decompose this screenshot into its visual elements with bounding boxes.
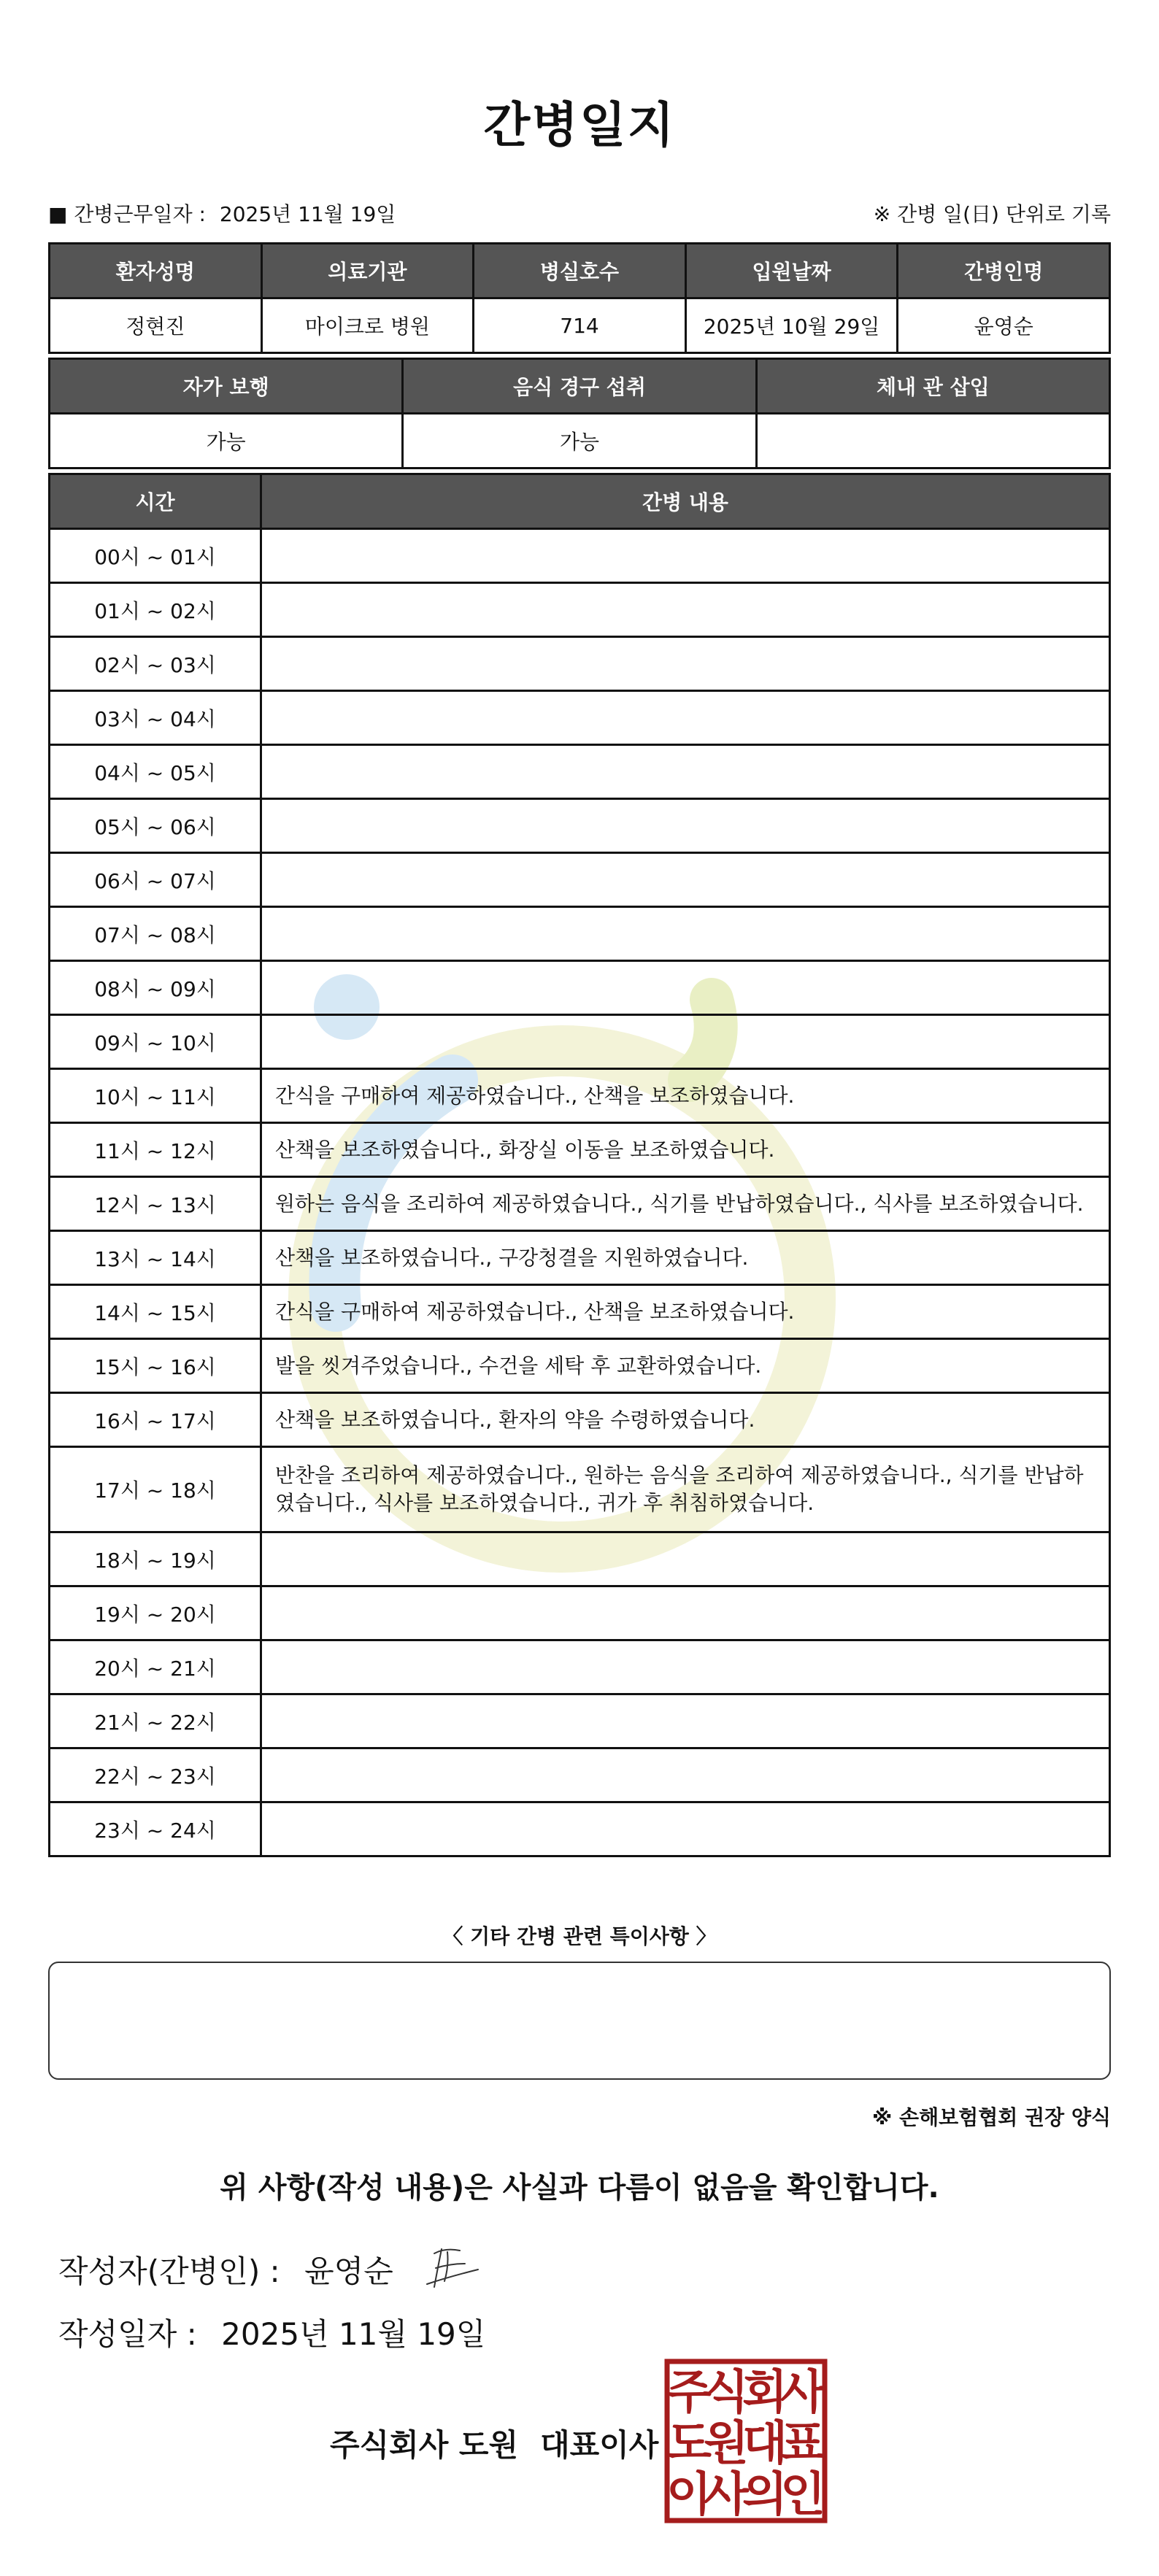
table-row	[50, 1015, 1110, 1069]
table-row	[50, 691, 1110, 745]
table-row	[50, 1532, 1110, 1586]
care-content	[261, 961, 1110, 1015]
svg-text:원: 원	[704, 2417, 749, 2471]
table-row	[50, 1123, 1110, 1177]
table-row	[50, 583, 1110, 637]
header-oral-intake: 음식 경구 섭취	[403, 359, 756, 414]
care-content	[261, 583, 1110, 637]
care-log-table	[48, 473, 1111, 1857]
care-content: 산책을 보조하였습니다., 구강청결을 지원하였습니다.	[261, 1231, 1110, 1285]
writer-label: 작성자(간병인) :	[58, 2253, 280, 2289]
company-line	[330, 2421, 658, 2465]
table-row	[50, 1069, 1110, 1123]
care-content	[261, 637, 1110, 691]
header-tube-insertion: 체내 관 삽입	[756, 359, 1109, 414]
table-row	[50, 1694, 1110, 1748]
table-row	[50, 1177, 1110, 1231]
time-slot: 17시 ~ 18시	[50, 1447, 261, 1532]
header-self-walking: 자가 보행	[50, 359, 403, 414]
table-row	[50, 799, 1110, 853]
room-number: 714	[474, 298, 686, 353]
time-slot: 12시 ~ 13시	[50, 1177, 261, 1231]
table-row	[50, 745, 1110, 799]
care-content	[261, 907, 1110, 961]
work-date-line	[48, 198, 396, 228]
table-row	[50, 1393, 1110, 1447]
table-row	[50, 961, 1110, 1015]
time-slot: 05시 ~ 06시	[50, 799, 261, 853]
table-row	[50, 1586, 1110, 1640]
time-slot: 11시 ~ 12시	[50, 1123, 261, 1177]
care-content	[261, 1532, 1110, 1586]
time-slot: 06시 ~ 07시	[50, 853, 261, 907]
time-slot: 08시 ~ 09시	[50, 961, 261, 1015]
care-content	[261, 1015, 1110, 1069]
care-content: 반찬을 조리하여 제공하였습니다., 원하는 음식을 조리하여 제공하였습니다., 식기를 반납하였습니다., 식사를 보조하였습니다., 귀가 후 취침하였습니다.	[261, 1447, 1110, 1532]
care-log-body	[50, 529, 1110, 1856]
care-content	[261, 745, 1110, 799]
care-content	[261, 529, 1110, 583]
care-content: 원하는 음식을 조리하여 제공하였습니다., 식기를 반납하였습니다., 식사를 보조하였습니다.	[261, 1177, 1110, 1231]
writer-name: 윤영순	[304, 2253, 393, 2289]
svg-text:회: 회	[742, 2366, 788, 2420]
table-row	[50, 1339, 1110, 1393]
confirmation-statement: 위 사항(작성 내용)은 사실과 다름이 없음을 확인합니다.	[220, 2171, 939, 2205]
remarks-box	[48, 1962, 1111, 2080]
hospital: 마이크로 병원	[261, 298, 474, 353]
write-date-label: 작성일자 :	[58, 2316, 197, 2352]
time-slot: 22시 ~ 23시	[50, 1748, 261, 1802]
time-slot: 20시 ~ 21시	[50, 1640, 261, 1694]
svg-text:도: 도	[666, 2417, 712, 2471]
work-date-label: ■ 간병근무일자 :	[48, 202, 206, 226]
oral-intake-value: 가능	[403, 414, 756, 468]
time-slot: 02시 ~ 03시	[50, 637, 261, 691]
record-note: ※ 간병 일(日) 단위로 기록	[873, 202, 1111, 226]
patient-status-table	[48, 358, 1111, 469]
care-content: 간식을 구매하여 제공하였습니다., 산책을 보조하였습니다.	[261, 1285, 1110, 1339]
svg-text:사: 사	[704, 2468, 749, 2522]
time-slot: 14시 ~ 15시	[50, 1285, 261, 1339]
care-content: 간식을 구매하여 제공하였습니다., 산책을 보조하였습니다.	[261, 1069, 1110, 1123]
header-care-content: 간병 내용	[261, 474, 1110, 529]
remarks-title: 〈 기타 간병 관련 특이사항 〉	[442, 1924, 717, 1948]
document-title: 간병일지	[483, 97, 676, 153]
header-time: 시간	[50, 474, 261, 529]
tube-insertion-value	[756, 414, 1109, 468]
table-row	[50, 529, 1110, 583]
table-row	[50, 1231, 1110, 1285]
care-content	[261, 1586, 1110, 1640]
header-hospital: 의료기관	[261, 244, 474, 298]
care-content	[261, 691, 1110, 745]
svg-text:주: 주	[666, 2366, 712, 2420]
time-slot: 09시 ~ 10시	[50, 1015, 261, 1069]
company-seal	[664, 2359, 828, 2523]
svg-text:사: 사	[780, 2366, 825, 2420]
work-date-value: 2025년 11월 19일	[219, 202, 396, 226]
svg-text:인: 인	[780, 2468, 825, 2522]
time-slot: 04시 ~ 05시	[50, 745, 261, 799]
time-slot: 15시 ~ 16시	[50, 1339, 261, 1393]
care-content	[261, 1640, 1110, 1694]
time-slot: 16시 ~ 17시	[50, 1393, 261, 1447]
svg-text:표: 표	[780, 2417, 825, 2471]
time-slot: 23시 ~ 24시	[50, 1802, 261, 1856]
care-content	[261, 853, 1110, 907]
write-date-value: 2025년 11월 19일	[221, 2316, 486, 2352]
table-row	[50, 1447, 1110, 1532]
company-role: 대표이사	[540, 2427, 659, 2463]
time-slot: 10시 ~ 11시	[50, 1069, 261, 1123]
time-slot: 01시 ~ 02시	[50, 583, 261, 637]
time-slot: 03시 ~ 04시	[50, 691, 261, 745]
table-row	[50, 637, 1110, 691]
patient-name: 정현진	[50, 298, 262, 353]
svg-text:이: 이	[666, 2468, 712, 2522]
care-content	[261, 799, 1110, 853]
svg-text:식: 식	[704, 2366, 749, 2420]
time-slot: 07시 ~ 08시	[50, 907, 261, 961]
patient-info-table	[48, 242, 1111, 354]
care-content	[261, 1748, 1110, 1802]
table-row	[50, 1285, 1110, 1339]
header-caregiver-name: 간병인명	[898, 244, 1110, 298]
writer-line	[58, 2248, 393, 2291]
company-name: 주식회사 도원	[330, 2427, 519, 2463]
care-content: 산책을 보조하였습니다., 화장실 이동을 보조하였습니다.	[261, 1123, 1110, 1177]
time-slot: 21시 ~ 22시	[50, 1694, 261, 1748]
table-row	[50, 1802, 1110, 1856]
svg-text:대: 대	[742, 2417, 788, 2471]
header-admission-date: 입원날짜	[685, 244, 898, 298]
time-slot: 13시 ~ 14시	[50, 1231, 261, 1285]
admission-date: 2025년 10월 29일	[685, 298, 898, 353]
caregiver-name: 윤영순	[898, 298, 1110, 353]
care-content	[261, 1802, 1110, 1856]
header-patient-name: 환자성명	[50, 244, 262, 298]
care-content: 발을 씻겨주었습니다., 수건을 세탁 후 교환하였습니다.	[261, 1339, 1110, 1393]
care-content: 산책을 보조하였습니다., 환자의 약을 수령하였습니다.	[261, 1393, 1110, 1447]
table-row	[50, 907, 1110, 961]
table-row	[50, 1748, 1110, 1802]
header-room-number: 병실호수	[474, 244, 686, 298]
self-walking-value: 가능	[50, 414, 403, 468]
handwritten-signature	[420, 2239, 485, 2297]
table-row	[50, 853, 1110, 907]
association-note: ※ 손해보험협회 권장 양식	[872, 2105, 1111, 2129]
svg-text:의: 의	[742, 2468, 788, 2522]
time-slot: 18시 ~ 19시	[50, 1532, 261, 1586]
table-row	[50, 1640, 1110, 1694]
time-slot: 00시 ~ 01시	[50, 529, 261, 583]
time-slot: 19시 ~ 20시	[50, 1586, 261, 1640]
write-date-line	[58, 2310, 485, 2354]
care-content	[261, 1694, 1110, 1748]
